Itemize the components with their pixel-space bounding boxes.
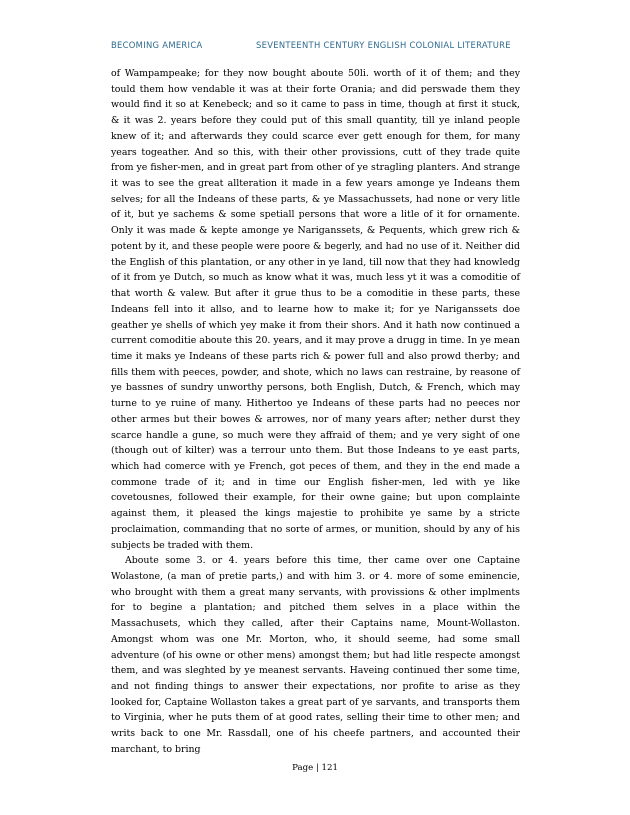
paragraph-continued: of Wampampeake; for they now bought aboute 50li. worth of it of them; and they tould them how vendable it was at their forte Orania; and did perswade them they would find it so at Kenebeck; and so it came to pass in time, though at first it stuck, & it was 2. years before they could put of this small quantity, till ye inland people knew of it; and afterwards they could scarce ever gett enough for them, for many years togeather. And so this, with their other provissions, cutt of they trade quite from ye fisher-men, and in great part from other of ye stragling planters. And strange it was to see the great allteration it made in a few years amonge ye Indeans them selves; for all the Indeans of these parts, & ye Massachussets, had none or very litle of it, but ye sachems & some spetiall persons that wore a litle of it for ornamente. Only it was made & kepte amonge ye Nariganssets, & Pequents, which grew rich & potent by it, and these people were poore & begerly, and had no use of it. Neither did the English of this plantation, or any other in ye land, till now that they had knowledg of it from ye Dutch, so much as know what it was, much less yt it was a comoditie of that worth & valew. But after it grue thus to be a comoditie in these parts, these Indeans fell into it allso, and to learne how to make it; for ye Nariganssets doe geather ye shells of which yey make it from their shors. And it hath now continued a current comoditie aboute this 20. years, and it may prove a drugg in time. In ye mean time it maks ye Indeans of these parts rich & power full and also prowd therby; and fills them with peeces, powder, and shote, which no laws can restraine, by reasone of ye bassnes of sundry unworthy persons, both English, Dutch, & French, which may turne to ye ruine of many. Hithertoo ye Indeans of these parts had no peeces nor other armes but their bowes & arrowes, nor of many years after; nether durst they scarce handle a gune, so much were they affraid of them; and ye very sight of one (though out of kilter) was a terrour unto them. But those Indeans to ye east parts, which had comerce with ye French, got peces of them, and they in the end made a commone trade of it; and in time our English fisher-men, led with ye like covetousnes, followed their example, for their owne gaine; but upon complainte against them, it pleased the kings majestie to prohibite ye same by a stricte proclaimation, commanding that no sorte of armes, or munition, should by any of his subjects be traded with them.: [111, 68, 520, 551]
header-book-title: BECOMING AMERICA: [111, 40, 203, 50]
paragraph-wollaston: Aboute some 3. or 4. years before this time, ther came over one Captaine Wolastone, (a man of pretie parts,) and with him 3. or 4. more of some eminencie, who brought with them a great many servants, with provissions & other implments for to begine a plantation; and pitched them selves in a place within the Massachusets, which they called, after their Captains name, Mount-Wollaston. Amongst whom was one Mr. Morton, who, it should seeme, had some small adventure (of his owne or other mens) amongst them; but had litle respecte amongst them, and was sleghted by ye meanest servants. Haveing continued ther some time, and not finding things to answer their expectations, nor profite to arise as they looked for, Captaine Wollaston takes a great part of ye sarvants, and transports them to Virginia, wher he puts them of at good rates, selling their time to other men; and writs back to one Mr. Rassdall, one of his cheefe partners, and accounted their marchant, to bring: [111, 555, 520, 755]
page-number: Page | 121: [292, 763, 338, 773]
header-section-title: SEVENTEENTH CENTURY ENGLISH COLONIAL LITERATURE: [256, 40, 511, 50]
running-header: [111, 40, 520, 50]
page-body: [111, 66, 520, 758]
